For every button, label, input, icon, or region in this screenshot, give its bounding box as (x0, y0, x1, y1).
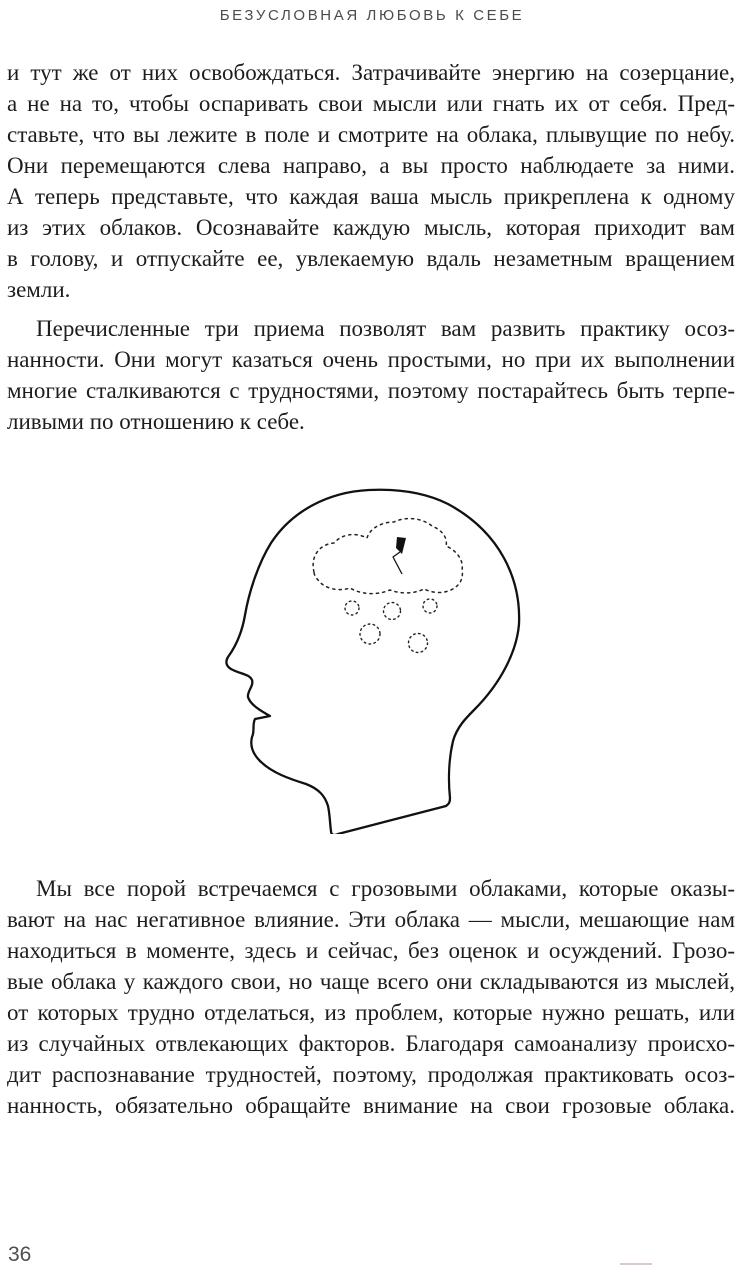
paragraph (7, 57, 735, 305)
lightning-icon (393, 537, 406, 574)
page-number: 36 (8, 1243, 32, 1266)
text-line: А теперь представьте, что каждая ваша мысль прикреплена к одному (7, 184, 735, 209)
text-line: в голову, и отпускайте ее, увлекаемую вдаль незаметным вращением (7, 246, 735, 271)
running-header-title: БЕЗУСЛОВНАЯ ЛЮБОВЬ К СЕБЕ (219, 7, 525, 24)
text-line: вают на нас негативное влияние. Эти облака — мысли, мешающие нам (7, 907, 735, 932)
text-line: и тут же от них освобождаться. Затрачивайте энергию на созерцание, (7, 60, 735, 85)
text-line: нанность, обязательно обращайте внимание на свои грозовые облака. (7, 1093, 735, 1118)
text-line: вые облака у каждого свои, но чаще всего они складываются из мыслей, (7, 969, 735, 994)
text-line: из этих облаков. Осознавайте каждую мысль, которая приходит вам (7, 215, 735, 240)
text-line: земли. (7, 277, 71, 302)
head-profile-illustration (224, 484, 524, 834)
paragraph (7, 873, 735, 1121)
page-progress-indicator (620, 1263, 652, 1265)
text-line: Они перемещаются слева направо, а вы просто наблюдаете за ними. (7, 153, 735, 178)
storm-cloud-icon (313, 519, 462, 594)
head-profile-illustration-svg (224, 484, 524, 834)
paragraph (7, 313, 735, 437)
text-line: от которых трудно отделаться, из проблем, которые нужно решать, или (7, 1000, 735, 1025)
text-line: находиться в моменте, здесь и сейчас, без оценок и осуждений. Грозо- (7, 938, 735, 963)
text-line: ставьте, что вы лежите в поле и смотрите на облака, плывущие по небу. (7, 122, 735, 147)
text-line: Мы все порой встречаемся с грозовыми облаками, которые оказы- (36, 876, 735, 901)
text-line: многие сталкиваются с трудностями, поэтому постарайтесь быть терпе- (7, 378, 735, 403)
text-line: ливыми по отношению к себе. (7, 409, 305, 434)
text-block-top (7, 57, 735, 437)
text-line: нанности. Они могут казаться очень простыми, но при их выполнении (7, 347, 735, 372)
text-block-bottom (7, 873, 735, 1121)
text-line: Перечисленные три приема позволят вам развить практику осоз- (36, 316, 735, 341)
head-outline-icon (226, 490, 519, 834)
thought-bubbles-icon (345, 599, 437, 653)
text-line: из случайных отвлекающих факторов. Благодаря самоанализу происхо- (7, 1031, 735, 1056)
text-line: а не на то, чтобы оспаривать свои мысли или гнать их от себя. Пред- (7, 91, 735, 116)
text-line: дит распознавание трудностей, поэтому, продолжая практиковать осоз- (7, 1062, 735, 1087)
